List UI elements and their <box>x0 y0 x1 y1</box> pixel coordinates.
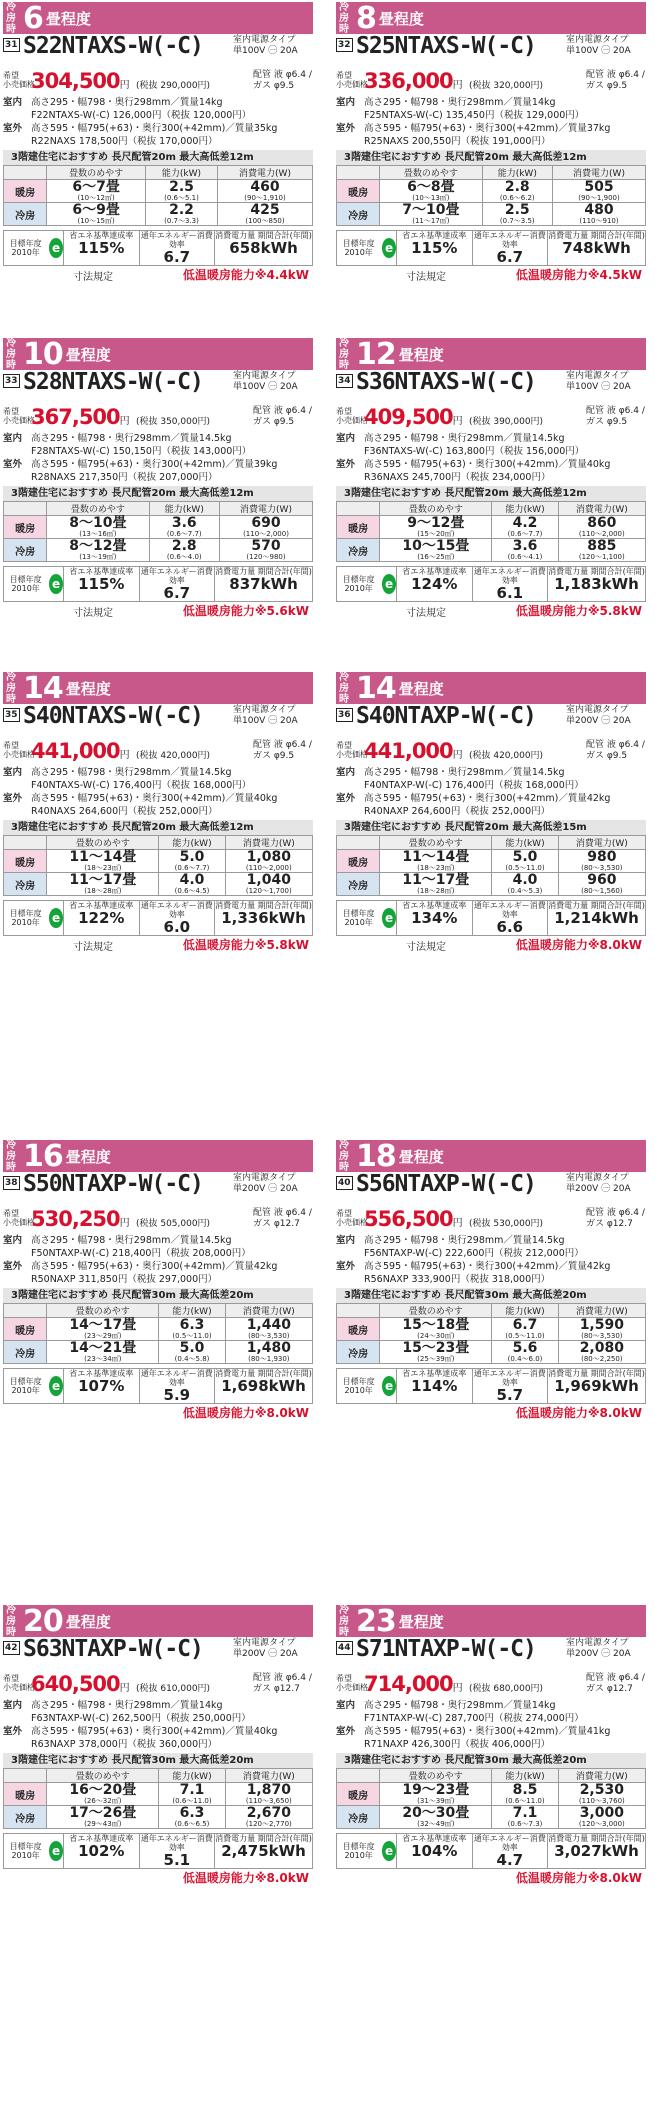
spec-table: 畳数のめやす 能力(kW) 消費電力(W) 暖房 11〜14畳 (18〜23㎡) 5.0 (0.5〜11.0) 980 (80〜3,530) 冷房 11〜17畳 (18〜28㎡) 4.0 (0.4〜5.3) 960 (80〜1,560) <box>336 835 646 896</box>
price-label: 希望 小売価格 <box>3 71 35 89</box>
size-unit: 畳程度 <box>398 679 444 698</box>
item-number: 33 <box>5 376 18 386</box>
spec-table: 畳数のめやす 能力(kW) 消費電力(W) 暖房 16〜20畳 (26〜32㎡) 7.1 (0.6〜11.0) 1,870 (110〜3,650) 冷房 17〜26畳 (29〜43㎡) 6.3 (0.6〜6.5) 2,670 (120〜2,770) <box>3 1768 313 1829</box>
price-label: 希望 小売価格 <box>336 71 368 89</box>
outdoor-spec: 室外 高さ595・幅795(+63)・奥行300(+42mm)／質量40kg <box>3 1726 278 1737</box>
price-value: 714,000円 (税抜 680,000円) <box>364 1672 544 1696</box>
indoor-spec: 室内 高さ295・幅798・奥行298mm／質量14.5kg <box>3 1235 232 1246</box>
table-row-heat: 暖房 19〜23畳 (31〜39㎡) 8.5 (0.6〜11.0) 2,530 (110〜3,760) <box>337 1783 646 1806</box>
model-name: S25NTAXS-W(-C) <box>356 33 536 59</box>
size-caption <box>336 2 646 34</box>
price-label: 希望 小売価格 <box>3 1674 35 1692</box>
price-row <box>3 740 313 766</box>
mode-label: 冷房時 <box>339 1140 349 1173</box>
price-label: 希望 小売価格 <box>3 1209 35 1227</box>
indoor-price: F22NTAXS-W(-C) 126,000円（税抜 120,000円） <box>31 110 252 121</box>
price-label: 希望 小売価格 <box>336 741 368 759</box>
size-unit: 畳程度 <box>65 1147 111 1166</box>
recommend-bar: 3階建住宅におすすめ 長尺配管30m 最大高低差20m <box>3 1288 313 1303</box>
outdoor-spec: 室外 高さ595・幅795(+63)・奥行300(+42mm)／質量42kg <box>336 1261 611 1272</box>
dimension-note: 寸法規定 <box>73 942 113 952</box>
outdoor-price: R50NAXP 311,850円（税抜 297,000円） <box>31 1274 218 1285</box>
pipe-spec: 配管 液 φ6.4 / ガス φ12.7 <box>586 1208 645 1229</box>
price-row <box>336 1208 646 1234</box>
table-row-heat: 暖房 14〜17畳 (23〜29㎡) 6.3 (0.5〜11.0) 1,440 (80〜3,530) <box>4 1318 313 1341</box>
product-card-c16 <box>3 1140 313 1420</box>
outdoor-price: R40NAXS 264,600円（税抜 252,000円） <box>31 806 218 817</box>
model-name: S63NTAXP-W(-C) <box>23 1636 203 1662</box>
indoor-price: F50NTAXP-W(-C) 218,400円（税抜 208,000円） <box>31 1248 251 1259</box>
size-unit: 畳程度 <box>398 1147 444 1166</box>
indoor-spec: 室内 高さ295・幅798・奥行298mm／質量14.5kg <box>3 767 232 778</box>
table-row-cool: 冷房 15〜23畳 (25〜39㎡) 5.6 (0.4〜6.0) 2,080 (80〜2,250) <box>337 1341 646 1364</box>
mode-label: 冷房時 <box>6 1140 16 1173</box>
size-unit: 畳程度 <box>398 1612 444 1631</box>
table-row-cool: 冷房 20〜30畳 (32〜49㎡) 7.1 (0.6〜7.3) 3,000 (120〜3,000) <box>337 1806 646 1829</box>
item-number: 32 <box>338 40 351 50</box>
price-value: 441,000円 (税抜 420,000円) <box>364 739 544 763</box>
outdoor-spec: 室外 高さ595・幅795(+63)・奥行300(+42mm)／質量40kg <box>336 459 611 470</box>
efficiency-row: 目標年度 2010年 e 省エネ基準達成率 122% 通年エネルギー消費効率 6.0 消費電力量 期間合計(年間) 1,336kWh <box>3 900 313 936</box>
table-row-heat: 暖房 15〜18畳 (24〜30㎡) 6.7 (0.5〜11.0) 1,590 (80〜3,530) <box>337 1318 646 1341</box>
footer-row <box>3 602 313 618</box>
footer-row <box>336 1869 646 1885</box>
outdoor-spec: 室外 高さ595・幅795(+63)・奥行300(+42mm)／質量37kg <box>336 123 611 134</box>
pipe-spec: 配管 液 φ6.4 / ガス φ9.5 <box>253 740 312 761</box>
power-spec: 室内電源タイプ 単200V ㊀ 20A <box>566 1173 631 1194</box>
indoor-price: F36NTAXS-W(-C) 163,800円（税抜 156,000円） <box>364 446 585 457</box>
size-caption <box>336 1140 646 1172</box>
spec-table: 畳数のめやす 能力(kW) 消費電力(W) 暖房 9〜12畳 (15〜20㎡) 4.2 (0.6〜7.7) 860 (110〜2,000) 冷房 10〜15畳 (16〜25㎡) 3.6 (0.6〜4.1) 885 (120〜1,100) <box>336 501 646 562</box>
dimension-note: 寸法規定 <box>406 608 446 618</box>
product-card-c23 <box>336 1605 646 1885</box>
outdoor-spec: 室外 高さ595・幅795(+63)・奥行300(+42mm)／質量42kg <box>336 793 611 804</box>
price-value: 556,500円 (税抜 530,000円) <box>364 1207 544 1231</box>
price-label: 希望 小売価格 <box>336 1209 368 1227</box>
efficiency-row: 目標年度 2010年 e 省エネ基準達成率 115% 通年エネルギー消費効率 6.7 消費電力量 期間合計(年間) 748kWh <box>336 230 646 266</box>
price-label: 希望 小売価格 <box>3 407 35 425</box>
low-temp-heating: 低温暖房能力※8.0kW <box>515 1406 642 1420</box>
low-temp-heating: 低温暖房能力※8.0kW <box>515 938 642 952</box>
outdoor-price: R36NAXS 245,700円（税抜 234,000円） <box>364 472 551 483</box>
low-temp-heating: 低温暖房能力※8.0kW <box>182 1406 309 1420</box>
indoor-price: F28NTAXS-W(-C) 150,150円（税抜 143,000円） <box>31 446 252 457</box>
product-card-c18 <box>336 1140 646 1420</box>
model-row <box>336 704 646 740</box>
recommend-bar: 3階建住宅におすすめ 長尺配管30m 最大高低差20m <box>336 1288 646 1303</box>
size-number: 14 <box>23 672 63 706</box>
efficiency-row: 目標年度 2010年 e 省エネ基準達成率 124% 通年エネルギー消費効率 6.1 消費電力量 期間合計(年間) 1,183kWh <box>336 566 646 602</box>
power-spec: 室内電源タイプ 単200V ㊀ 20A <box>566 705 631 726</box>
model-name: S28NTAXS-W(-C) <box>23 369 203 395</box>
pipe-spec: 配管 液 φ6.4 / ガス φ12.7 <box>253 1208 312 1229</box>
price-row <box>336 70 646 96</box>
size-caption <box>336 1605 646 1637</box>
power-spec: 室内電源タイプ 単200V ㊀ 20A <box>233 1173 298 1194</box>
footer-row <box>3 266 313 282</box>
eco-mark-icon: e <box>49 908 63 928</box>
pipe-spec: 配管 液 φ6.4 / ガス φ9.5 <box>253 70 312 91</box>
size-number: 6 <box>23 2 43 36</box>
spec-table: 畳数のめやす 能力(kW) 消費電力(W) 暖房 8〜10畳 (13〜16㎡) 3.6 (0.6〜7.7) 690 (110〜2,000) 冷房 8〜12畳 (13〜19㎡) 2.8 (0.6〜4.0) 570 (120〜980) <box>3 501 313 562</box>
price-label: 希望 小売価格 <box>336 407 368 425</box>
indoor-price: F40NTAXP-W(-C) 176,400円（税抜 168,000円） <box>364 780 584 791</box>
size-unit: 畳程度 <box>378 9 424 28</box>
power-spec: 室内電源タイプ 単100V ㊀ 20A <box>566 35 631 56</box>
eco-mark-icon: e <box>382 1841 396 1861</box>
size-number: 8 <box>356 2 376 36</box>
mode-label: 冷房時 <box>6 338 16 371</box>
outdoor-price: R40NAXP 264,600円（税抜 252,000円） <box>364 806 551 817</box>
eco-mark-icon: e <box>49 238 63 258</box>
price-value: 336,000円 (税抜 320,000円) <box>364 69 544 93</box>
price-row <box>336 1673 646 1699</box>
item-number: 38 <box>5 1178 18 1188</box>
outdoor-price: R56NAXP 333,900円（税抜 318,000円） <box>364 1274 551 1285</box>
item-number: 31 <box>5 40 18 50</box>
mode-label: 冷房時 <box>339 338 349 371</box>
price-value: 640,500円 (税抜 610,000円) <box>31 1672 211 1696</box>
model-row <box>336 1172 646 1208</box>
price-row <box>3 70 313 96</box>
model-row <box>3 1637 313 1673</box>
size-caption <box>3 672 313 704</box>
power-spec: 室内電源タイプ 単200V ㊀ 20A <box>233 1638 298 1659</box>
dimension-note: 寸法規定 <box>406 942 446 952</box>
recommend-bar: 3階建住宅におすすめ 長尺配管20m 最大高低差12m <box>3 150 313 165</box>
pipe-spec: 配管 液 φ6.4 / ガス φ9.5 <box>586 70 645 91</box>
size-unit: 畳程度 <box>65 1612 111 1631</box>
mode-label: 冷房時 <box>6 1605 16 1638</box>
indoor-spec: 室内 高さ295・幅798・奥行298mm／質量14.5kg <box>336 767 565 778</box>
size-unit: 畳程度 <box>65 345 111 364</box>
outdoor-spec: 室外 高さ595・幅795(+63)・奥行300(+42mm)／質量41kg <box>336 1726 611 1737</box>
product-card-c12 <box>336 338 646 618</box>
indoor-spec: 室内 高さ295・幅798・奥行298mm／質量14.5kg <box>336 433 565 444</box>
table-row-cool: 冷房 11〜17畳 (18〜28㎡) 4.0 (0.4〜5.3) 960 (80〜1,560) <box>337 873 646 896</box>
price-row <box>3 1673 313 1699</box>
product-card-c14b <box>336 672 646 952</box>
eco-mark-icon: e <box>49 574 63 594</box>
spec-table: 畳数のめやす 能力(kW) 消費電力(W) 暖房 15〜18畳 (24〜30㎡) 6.7 (0.5〜11.0) 1,590 (80〜3,530) 冷房 15〜23畳 (25〜39㎡) 5.6 (0.4〜6.0) 2,080 (80〜2,250) <box>336 1303 646 1364</box>
size-caption <box>3 1605 313 1637</box>
efficiency-row: 目標年度 2010年 e 省エネ基準達成率 115% 通年エネルギー消費効率 6.7 消費電力量 期間合計(年間) 837kWh <box>3 566 313 602</box>
footer-row <box>336 1404 646 1420</box>
dimension-note: 寸法規定 <box>73 272 113 282</box>
power-spec: 室内電源タイプ 単100V ㊀ 20A <box>566 371 631 392</box>
model-row <box>3 704 313 740</box>
table-row-cool: 冷房 17〜26畳 (29〜43㎡) 6.3 (0.6〜6.5) 2,670 (120〜2,770) <box>4 1806 313 1829</box>
size-unit: 畳程度 <box>398 345 444 364</box>
footer-row <box>336 602 646 618</box>
outdoor-price: R63NAXP 378,000円（税抜 360,000円） <box>31 1739 218 1750</box>
table-row-heat: 暖房 8〜10畳 (13〜16㎡) 3.6 (0.6〜7.7) 690 (110〜2,000) <box>4 516 313 539</box>
size-unit: 畳程度 <box>45 9 91 28</box>
table-row-cool: 冷房 14〜21畳 (23〜34㎡) 5.0 (0.4〜5.8) 1,480 (80〜1,930) <box>4 1341 313 1364</box>
footer-row <box>336 936 646 952</box>
size-number: 14 <box>356 672 396 706</box>
product-card-c6 <box>3 2 313 282</box>
table-row-heat: 暖房 11〜14畳 (18〜23㎡) 5.0 (0.6〜7.7) 1,080 (110〜2,000) <box>4 850 313 873</box>
outdoor-price: R22NAXS 178,500円（税抜 170,000円） <box>31 136 218 147</box>
price-value: 441,000円 (税抜 420,000円) <box>31 739 211 763</box>
outdoor-spec: 室外 高さ595・幅795(+63)・奥行300(+42mm)／質量39kg <box>3 459 278 470</box>
low-temp-heating: 低温暖房能力※4.5kW <box>515 268 642 282</box>
price-value: 530,250円 (税抜 505,000円) <box>31 1207 211 1231</box>
indoor-spec: 室内 高さ295・幅798・奥行298mm／質量14.5kg <box>3 433 232 444</box>
footer-row <box>3 1869 313 1885</box>
table-row-cool: 冷房 8〜12畳 (13〜19㎡) 2.8 (0.6〜4.0) 570 (120〜980) <box>4 539 313 562</box>
low-temp-heating: 低温暖房能力※5.8kW <box>182 938 309 952</box>
item-number: 40 <box>338 1178 351 1188</box>
table-row-cool: 冷房 7〜10畳 (11〜17㎡) 2.5 (0.7〜3.5) 480 (110〜910) <box>337 203 646 226</box>
size-number: 18 <box>356 1140 396 1174</box>
spec-table: 畳数のめやす 能力(kW) 消費電力(W) 暖房 6〜7畳 (10〜12㎡) 2.5 (0.6〜5.1) 460 (90〜1,910) 冷房 6〜9畳 (10〜15㎡) 2.2 (0.7〜3.3) 425 (100〜850) <box>3 165 313 226</box>
spec-table: 畳数のめやす 能力(kW) 消費電力(W) 暖房 14〜17畳 (23〜29㎡) 6.3 (0.5〜11.0) 1,440 (80〜3,530) 冷房 14〜21畳 (23〜34㎡) 5.0 (0.4〜5.8) 1,480 (80〜1,930) <box>3 1303 313 1364</box>
mode-label: 冷房時 <box>6 672 16 705</box>
model-name: S50NTAXP-W(-C) <box>23 1171 203 1197</box>
table-row-heat: 暖房 6〜7畳 (10〜12㎡) 2.5 (0.6〜5.1) 460 (90〜1,910) <box>4 180 313 203</box>
item-number: 36 <box>338 710 351 720</box>
table-row-cool: 冷房 11〜17畳 (18〜28㎡) 4.0 (0.6〜4.5) 1,040 (120〜1,700) <box>4 873 313 896</box>
size-caption <box>3 1140 313 1172</box>
item-number: 42 <box>5 1643 18 1653</box>
model-row <box>3 1172 313 1208</box>
indoor-spec: 室内 高さ295・幅798・奥行298mm／質量14kg <box>336 1700 556 1711</box>
eco-mark-icon: e <box>49 1841 63 1861</box>
spec-table: 畳数のめやす 能力(kW) 消費電力(W) 暖房 19〜23畳 (31〜39㎡) 8.5 (0.6〜11.0) 2,530 (110〜3,760) 冷房 20〜30畳 (32〜49㎡) 7.1 (0.6〜7.3) 3,000 (120〜3,000) <box>336 1768 646 1829</box>
pipe-spec: 配管 液 φ6.4 / ガス φ9.5 <box>253 406 312 427</box>
recommend-bar: 3階建住宅におすすめ 長尺配管20m 最大高低差12m <box>3 820 313 835</box>
indoor-spec: 室内 高さ295・幅798・奥行298mm／質量14kg <box>3 1700 223 1711</box>
product-card-c10 <box>3 338 313 618</box>
model-name: S40NTAXP-W(-C) <box>356 703 536 729</box>
pipe-spec: 配管 液 φ6.4 / ガス φ9.5 <box>586 740 645 761</box>
efficiency-row: 目標年度 2010年 e 省エネ基準達成率 134% 通年エネルギー消費効率 6.6 消費電力量 期間合計(年間) 1,214kWh <box>336 900 646 936</box>
pipe-spec: 配管 液 φ6.4 / ガス φ9.5 <box>586 406 645 427</box>
price-row <box>336 740 646 766</box>
footer-row <box>3 1404 313 1420</box>
indoor-spec: 室内 高さ295・幅798・奥行298mm／質量14kg <box>336 97 556 108</box>
outdoor-price: R25NAXS 200,550円（税抜 191,000円） <box>364 136 551 147</box>
recommend-bar: 3階建住宅におすすめ 長尺配管20m 最大高低差12m <box>336 150 646 165</box>
indoor-spec: 室内 高さ295・幅798・奥行298mm／質量14kg <box>3 97 223 108</box>
model-name: S22NTAXS-W(-C) <box>23 33 203 59</box>
recommend-bar: 3階建住宅におすすめ 長尺配管20m 最大高低差12m <box>336 486 646 501</box>
price-label: 希望 小売価格 <box>3 741 35 759</box>
model-row <box>336 34 646 70</box>
pipe-spec: 配管 液 φ6.4 / ガス φ12.7 <box>586 1673 645 1694</box>
size-number: 12 <box>356 338 396 372</box>
eco-mark-icon: e <box>382 1376 396 1396</box>
table-row-cool: 冷房 6〜9畳 (10〜15㎡) 2.2 (0.7〜3.3) 425 (100〜850) <box>4 203 313 226</box>
price-value: 304,500円 (税抜 290,000円) <box>31 69 211 93</box>
efficiency-row: 目標年度 2010年 e 省エネ基準達成率 115% 通年エネルギー消費効率 6.7 消費電力量 期間合計(年間) 658kWh <box>3 230 313 266</box>
power-spec: 室内電源タイプ 単100V ㊀ 20A <box>233 371 298 392</box>
recommend-bar: 3階建住宅におすすめ 長尺配管20m 最大高低差12m <box>3 486 313 501</box>
recommend-bar: 3階建住宅におすすめ 長尺配管30m 最大高低差20m <box>336 1753 646 1768</box>
product-card-c14a <box>3 672 313 952</box>
size-number: 23 <box>356 1605 396 1639</box>
recommend-bar: 3階建住宅におすすめ 長尺配管30m 最大高低差20m <box>3 1753 313 1768</box>
low-temp-heating: 低温暖房能力※8.0kW <box>182 1871 309 1885</box>
model-name: S56NTAXP-W(-C) <box>356 1171 536 1197</box>
outdoor-spec: 室外 高さ595・幅795(+63)・奥行300(+42mm)／質量40kg <box>3 793 278 804</box>
price-row <box>3 406 313 432</box>
eco-mark-icon: e <box>382 238 396 258</box>
mode-label: 冷房時 <box>339 2 349 35</box>
indoor-price: F63NTAXP-W(-C) 262,500円（税抜 250,000円） <box>31 1713 251 1724</box>
size-unit: 畳程度 <box>65 679 111 698</box>
table-row-cool: 冷房 10〜15畳 (16〜25㎡) 3.6 (0.6〜4.1) 885 (120〜1,100) <box>337 539 646 562</box>
dimension-note: 寸法規定 <box>406 272 446 282</box>
indoor-price: F56NTAXP-W(-C) 222,600円（税抜 212,000円） <box>364 1248 584 1259</box>
item-number: 35 <box>5 710 18 720</box>
efficiency-row: 目標年度 2010年 e 省エネ基準達成率 107% 通年エネルギー消費効率 5.9 消費電力量 期間合計(年間) 1,698kWh <box>3 1368 313 1404</box>
model-row <box>3 370 313 406</box>
eco-mark-icon: e <box>382 574 396 594</box>
efficiency-row: 目標年度 2010年 e 省エネ基準達成率 114% 通年エネルギー消費効率 5.7 消費電力量 期間合計(年間) 1,969kWh <box>336 1368 646 1404</box>
product-card-c20 <box>3 1605 313 1885</box>
size-number: 16 <box>23 1140 63 1174</box>
price-row <box>336 406 646 432</box>
item-number: 34 <box>338 376 351 386</box>
outdoor-spec: 室外 高さ595・幅795(+63)・奥行300(+42mm)／質量42kg <box>3 1261 278 1272</box>
table-row-heat: 暖房 6〜8畳 (10〜13㎡) 2.8 (0.6〜6.2) 505 (90〜1,900) <box>337 180 646 203</box>
price-label: 希望 小売価格 <box>336 1674 368 1692</box>
eco-mark-icon: e <box>49 1376 63 1396</box>
footer-row <box>336 266 646 282</box>
outdoor-price: R28NAXS 217,350円（税抜 207,000円） <box>31 472 218 483</box>
indoor-spec: 室内 高さ295・幅798・奥行298mm／質量14.5kg <box>336 1235 565 1246</box>
spec-table: 畳数のめやす 能力(kW) 消費電力(W) 暖房 6〜8畳 (10〜13㎡) 2.8 (0.6〜6.2) 505 (90〜1,900) 冷房 7〜10畳 (11〜17㎡) 2.5 (0.7〜3.5) 480 (110〜910) <box>336 165 646 226</box>
size-caption <box>336 672 646 704</box>
power-spec: 室内電源タイプ 単100V ㊀ 20A <box>233 705 298 726</box>
size-caption <box>3 338 313 370</box>
power-spec: 室内電源タイプ 単200V ㊀ 20A <box>566 1638 631 1659</box>
efficiency-row: 目標年度 2010年 e 省エネ基準達成率 104% 通年エネルギー消費効率 4.7 消費電力量 期間合計(年間) 3,027kWh <box>336 1833 646 1869</box>
footer-row <box>3 936 313 952</box>
indoor-price: F40NTAXS-W(-C) 176,400円（税抜 168,000円） <box>31 780 252 791</box>
low-temp-heating: 低温暖房能力※8.0kW <box>515 1871 642 1885</box>
model-name: S36NTAXS-W(-C) <box>356 369 536 395</box>
mode-label: 冷房時 <box>6 2 16 35</box>
efficiency-row: 目標年度 2010年 e 省エネ基準達成率 102% 通年エネルギー消費効率 5.1 消費電力量 期間合計(年間) 2,475kWh <box>3 1833 313 1869</box>
item-number: 44 <box>338 1643 351 1653</box>
dimension-note: 寸法規定 <box>73 608 113 618</box>
table-row-heat: 暖房 11〜14畳 (18〜23㎡) 5.0 (0.5〜11.0) 980 (80〜3,530) <box>337 850 646 873</box>
model-row <box>3 34 313 70</box>
size-caption <box>336 338 646 370</box>
model-row <box>336 370 646 406</box>
indoor-price: F25NTAXS-W(-C) 135,450円（税抜 129,000円） <box>364 110 585 121</box>
model-name: S71NTAXP-W(-C) <box>356 1636 536 1662</box>
pipe-spec: 配管 液 φ6.4 / ガス φ12.7 <box>253 1673 312 1694</box>
price-row <box>3 1208 313 1234</box>
size-number: 20 <box>23 1605 63 1639</box>
model-row <box>336 1637 646 1673</box>
price-value: 409,500円 (税抜 390,000円) <box>364 405 544 429</box>
low-temp-heating: 低温暖房能力※5.8kW <box>515 604 642 618</box>
mode-label: 冷房時 <box>339 1605 349 1638</box>
low-temp-heating: 低温暖房能力※5.6kW <box>182 604 309 618</box>
table-row-heat: 暖房 9〜12畳 (15〜20㎡) 4.2 (0.6〜7.7) 860 (110〜2,000) <box>337 516 646 539</box>
power-spec: 室内電源タイプ 単100V ㊀ 20A <box>233 35 298 56</box>
mode-label: 冷房時 <box>339 672 349 705</box>
outdoor-price: R71NAXP 426,300円（税抜 406,000円） <box>364 1739 551 1750</box>
size-caption <box>3 2 313 34</box>
table-row-heat: 暖房 16〜20畳 (26〜32㎡) 7.1 (0.6〜11.0) 1,870 (110〜3,650) <box>4 1783 313 1806</box>
outdoor-spec: 室外 高さ595・幅795(+63)・奥行300(+42mm)／質量35kg <box>3 123 278 134</box>
indoor-price: F71NTAXP-W(-C) 287,700円（税抜 274,000円） <box>364 1713 584 1724</box>
recommend-bar: 3階建住宅におすすめ 長尺配管20m 最大高低差15m <box>336 820 646 835</box>
price-value: 367,500円 (税抜 350,000円) <box>31 405 211 429</box>
size-number: 10 <box>23 338 63 372</box>
model-name: S40NTAXS-W(-C) <box>23 703 203 729</box>
spec-table: 畳数のめやす 能力(kW) 消費電力(W) 暖房 11〜14畳 (18〜23㎡) 5.0 (0.6〜7.7) 1,080 (110〜2,000) 冷房 11〜17畳 (18〜28㎡) 4.0 (0.6〜4.5) 1,040 (120〜1,700) <box>3 835 313 896</box>
eco-mark-icon: e <box>382 908 396 928</box>
low-temp-heating: 低温暖房能力※4.4kW <box>182 268 309 282</box>
product-card-c8 <box>336 2 646 282</box>
